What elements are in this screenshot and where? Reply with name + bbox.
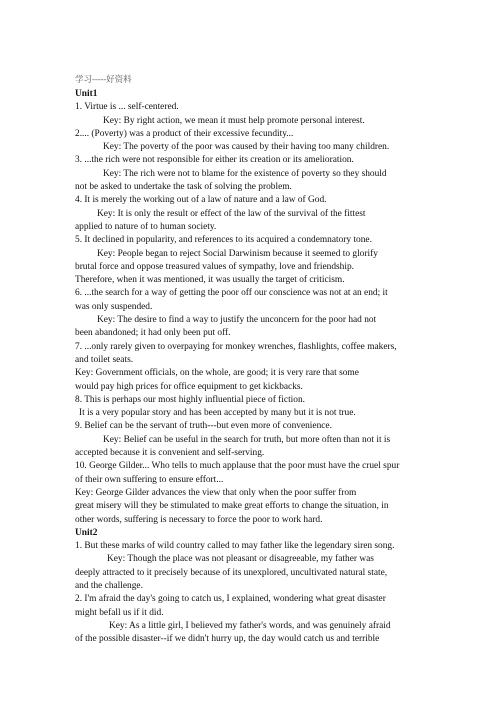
text-line: of the possible disaster--if we didn't hurry up, the day would catch us and terrible xyxy=(75,634,380,645)
text-line: was only suspended. xyxy=(75,301,153,312)
text-line: and the challenge. xyxy=(75,580,143,591)
text-line: of their own suffering to ensure effort... xyxy=(75,474,224,485)
text-line: 8. This is perhaps our most highly influential piece of fiction. xyxy=(75,394,305,405)
text-line: Key: The poverty of the poor was caused by their having too many children. xyxy=(103,142,390,153)
text-line: It is a very popular story and has been accepted by many but it is not true. xyxy=(79,408,356,419)
unit-heading: Unit2 xyxy=(75,527,98,538)
text-line: Key: It is only the result or effect of the law of the survival of the fittest xyxy=(97,208,366,219)
text-line: would pay high prices for office equipment to get kickbacks. xyxy=(75,381,303,392)
text-line: brutal force and oppose treasured values of sympathy, love and friendship. xyxy=(75,261,354,272)
text-line: might befall us if it did. xyxy=(75,607,164,618)
text-line: Key: As a little girl, I believed my father's words, and was genuinely afraid xyxy=(109,620,391,631)
text-line: 2. I'm afraid the day's going to catch us, I explained, wondering what great disaster xyxy=(75,594,386,605)
text-line: 2.... (Poverty) was a product of their excessive fecundity... xyxy=(75,128,294,139)
text-line: accepted because it is convenient and self-serving. xyxy=(75,448,265,459)
text-line: Key: Though the place was not pleasant or disagreeable, my father was xyxy=(107,554,374,565)
text-line: deeply attracted to it precisely because of its unexplored, uncultivated natural state, xyxy=(75,567,388,578)
text-line: 9. Belief can be the servant of truth---but even more of convenience. xyxy=(75,421,332,432)
text-line: 6. ...the search for a way of getting the poor off our conscience was not at an end; it xyxy=(75,288,388,299)
text-line: and toilet seats. xyxy=(75,354,134,365)
text-line: 4. It is merely the working out of a law of nature and a law of God. xyxy=(75,195,327,206)
text-line: Key: George Gilder advances the view that only when the poor suffer from xyxy=(75,487,357,498)
text-line: Key: The desire to find a way to justify the unconcern for the poor had not xyxy=(97,315,377,326)
text-line: 7. ...only rarely given to overpaying for monkey wrenches, flashlights, coffee makers, xyxy=(75,341,397,352)
text-line: 5. It declined in popularity, and references to its acquired a condemnatory tone. xyxy=(75,235,372,246)
text-line: Key: The rich were not to blame for the existence of poverty so they should xyxy=(103,168,387,179)
text-line: Therefore, when it was mentioned, it was usually the target of criticism. xyxy=(75,275,345,286)
text-line: 1. But these marks of wild country called to may father like the legendary siren song. xyxy=(75,541,395,552)
document-body xyxy=(75,88,431,646)
page-header: 学习-----好资料 xyxy=(75,74,132,84)
text-line: Key: Belief can be useful in the search for truth, but more often than not it is xyxy=(103,434,391,445)
text-line: Key: Government officials, on the whole, are good; it is very rare that some xyxy=(75,368,359,379)
text-line: other words, suffering is necessary to force the poor to work hard. xyxy=(75,514,323,525)
text-line: 1. Virtue is ... self-centered. xyxy=(75,102,179,113)
text-line: 3. ...the rich were not responsible for either its creation or its amelioration. xyxy=(75,155,354,166)
text-line: Key: People began to reject Social Darwinism because it seemed to glorify xyxy=(97,248,378,259)
text-line: Key: By right action, we mean it must help promote personal interest. xyxy=(103,115,365,126)
unit-heading: Unit1 xyxy=(75,89,98,99)
text-line: not be asked to undertake the task of solving the problem. xyxy=(75,182,292,193)
text-line: great misery will they be stimulated to make great efforts to change the situation, in xyxy=(75,501,389,512)
text-line: applied to nature of to human society. xyxy=(75,221,217,232)
text-line: 10. George Gilder... Who tells to much applause that the poor must have the cruel spur xyxy=(75,461,400,472)
text-line: been abandoned; it had only been put off. xyxy=(75,328,231,339)
